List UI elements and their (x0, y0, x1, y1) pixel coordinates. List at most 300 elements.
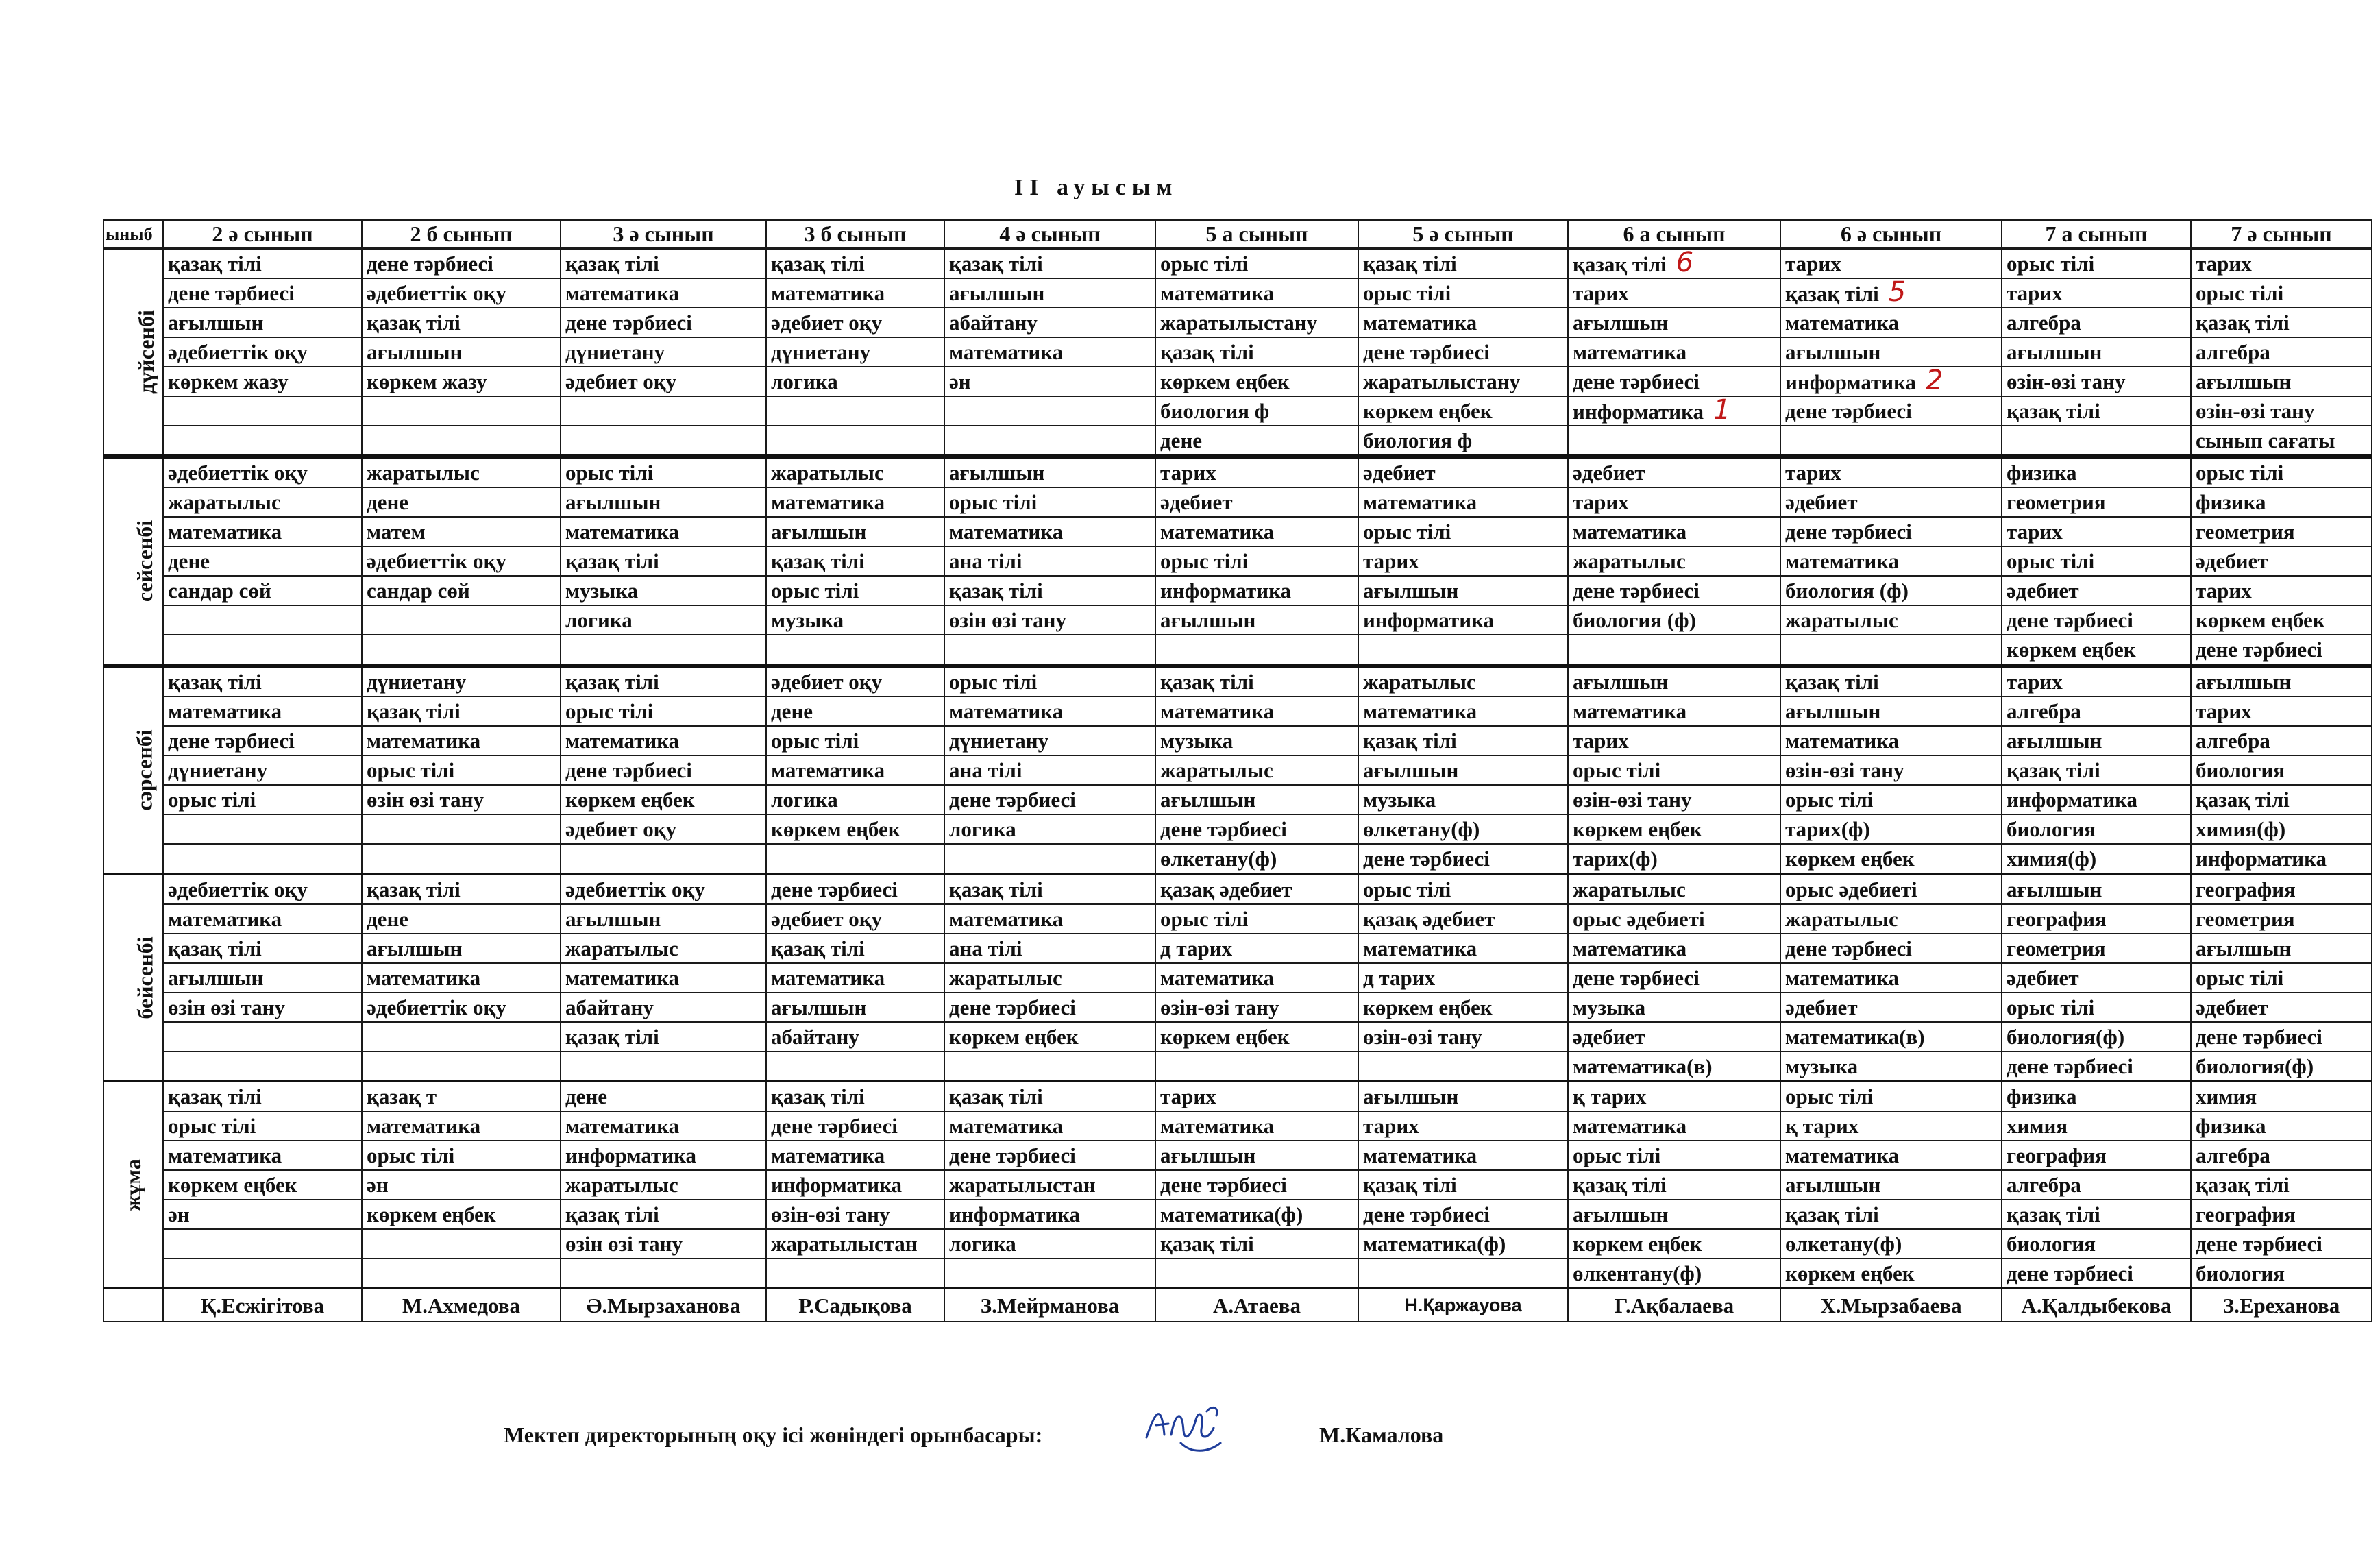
subject-text: қазақ тілі (565, 252, 659, 276)
lesson-cell (1780, 605, 2002, 635)
subject-text: тарих (2007, 520, 2063, 544)
lesson-cell (163, 1022, 362, 1052)
subject-text: орыс тілі (1160, 549, 1249, 573)
subject-text: биология(ф) (2196, 1054, 2314, 1078)
lesson-cell (766, 1170, 944, 1200)
teacher-name: М.Ахмедова (362, 1289, 561, 1322)
lesson-cell (1780, 993, 2002, 1022)
lesson-row (103, 1141, 2372, 1170)
lesson-cell (1568, 934, 1780, 963)
lesson-cell (944, 308, 1155, 337)
subject-text: математика (771, 966, 885, 990)
subject-text: тарих (1785, 461, 1841, 485)
lesson-cell (1155, 844, 1358, 874)
subject-text: қ тарих (1785, 1114, 1859, 1138)
lesson-cell (1358, 396, 1568, 426)
subject-text: тарих (1160, 1084, 1216, 1108)
subject-text: ағылшын (1363, 1084, 1459, 1108)
subject-text: қазақ тілі (168, 670, 262, 694)
lesson-cell (2191, 517, 2372, 546)
lesson-row (103, 249, 2372, 279)
subject-text: математика (1785, 1143, 1900, 1167)
lesson-row (103, 993, 2372, 1022)
lesson-cell (1358, 696, 1568, 726)
subject-text: ағылшын (367, 936, 463, 960)
subject-text: ағылшын (168, 966, 264, 990)
subject-text: ағылшын (2007, 877, 2102, 901)
lesson-cell (1155, 426, 1358, 457)
subject-text: қазақ тілі (565, 1202, 659, 1226)
lesson-cell (2191, 576, 2372, 605)
lesson-cell (2191, 1229, 2372, 1259)
lesson-cell (561, 517, 766, 546)
lesson-cell (561, 635, 766, 666)
subject-text: өлкетану(ф) (1785, 1232, 1902, 1256)
subject-text: орыс тілі (1160, 252, 1249, 276)
lesson-cell (944, 993, 1155, 1022)
subject-text: қазақ тілі (1573, 252, 1667, 276)
subject-text: ағылшын (168, 311, 264, 335)
subject-text: математика (1785, 311, 1900, 335)
subject-text: математика (168, 699, 282, 723)
subject-text: химия(ф) (2196, 817, 2286, 841)
lesson-cell (1155, 605, 1358, 635)
lesson-row (103, 1052, 2372, 1082)
subject-text: математика (949, 699, 1064, 723)
subject-text: орыс тілі (1573, 758, 1661, 782)
subject-text: математика (1363, 490, 1477, 514)
lesson-cell (766, 696, 944, 726)
subject-text: дене тәрбиесі (1785, 520, 1912, 544)
day-label (103, 1082, 163, 1289)
subject-text: қазақ әдебиет (1160, 877, 1292, 901)
subject-text: дүниетану (168, 758, 268, 782)
subject-text: өзін өзі тану (367, 788, 484, 812)
lesson-cell (362, 367, 561, 396)
subject-text: әдебиеттік оқу (168, 877, 308, 901)
lesson-cell (362, 1259, 561, 1289)
lesson-cell (1358, 457, 1568, 487)
lesson-cell (944, 844, 1155, 874)
class-header-row (103, 220, 2372, 249)
lesson-cell (1780, 278, 2002, 308)
subject-text: логика (771, 788, 838, 812)
subject-text: дене тәрбиесі (565, 311, 692, 335)
subject-text: ән (367, 1173, 389, 1197)
lesson-row (103, 426, 2372, 457)
lesson-row (103, 1229, 2372, 1259)
lesson-cell (2002, 487, 2191, 517)
teacher-name: З.Ереханова (2191, 1289, 2372, 1322)
subject-text: орыс тілі (1785, 1084, 1874, 1108)
subject-text: ағылшын (1785, 1173, 1881, 1197)
lesson-cell (944, 904, 1155, 934)
teacher-name: Қ.Есжігітова (163, 1289, 362, 1322)
lesson-cell (362, 517, 561, 546)
subject-text: матем (367, 520, 426, 544)
lesson-cell (766, 546, 944, 576)
lesson-row (103, 576, 2372, 605)
subject-text: алгебра (2196, 729, 2270, 753)
lesson-cell (766, 576, 944, 605)
lesson-cell (1358, 1082, 1568, 1112)
lesson-cell (1780, 635, 2002, 666)
lesson-cell (766, 1200, 944, 1229)
day-name: сейсенбі (132, 520, 158, 603)
lesson-cell (2002, 844, 2191, 874)
subject-text: абайтану (771, 1025, 859, 1049)
subject-text: жаратылыс (168, 490, 281, 514)
lesson-cell (1358, 1052, 1568, 1082)
class-header: 3 б сынып (766, 220, 944, 249)
subject-text: геометрия (2196, 520, 2295, 544)
lesson-cell (362, 1082, 561, 1112)
subject-text: тарих (2196, 252, 2252, 276)
subject-text: қазақ тілі (2007, 399, 2100, 423)
subject-text: әдебиет оқу (565, 369, 677, 393)
subject-text: қазақ тілі (367, 877, 461, 901)
lesson-cell (163, 278, 362, 308)
lesson-cell (944, 396, 1155, 426)
subject-text: дене тәрбиесі (2007, 608, 2133, 632)
lesson-cell (2002, 934, 2191, 963)
subject-text: алгебра (2007, 1173, 2081, 1197)
lesson-cell (362, 934, 561, 963)
lesson-cell (561, 726, 766, 755)
subject-text: жаратылыстану (1363, 369, 1521, 393)
lesson-row (103, 337, 2372, 367)
lesson-cell (2002, 367, 2191, 396)
subject-text: көркем еңбек (1363, 399, 1493, 423)
lesson-cell (1358, 517, 1568, 546)
subject-text: дене тәрбиесі (2196, 1232, 2322, 1256)
lesson-cell (1155, 666, 1358, 696)
lesson-cell (1780, 1229, 2002, 1259)
subject-text: сынып сағаты (2196, 428, 2335, 452)
lesson-cell (561, 576, 766, 605)
handwritten-mark: 6 (1676, 248, 1694, 278)
subject-text: математика(ф) (1363, 1232, 1506, 1256)
subject-text: математика (949, 520, 1064, 544)
lesson-cell (362, 1022, 561, 1052)
lesson-cell (1780, 666, 2002, 696)
lesson-cell (1780, 487, 2002, 517)
subject-text: математика (565, 520, 680, 544)
corner-cell: ыныб (103, 220, 163, 249)
subject-text: әдебиет (2007, 579, 2079, 603)
lesson-cell (1358, 666, 1568, 696)
lesson-cell (2002, 635, 2191, 666)
lesson-row (103, 844, 2372, 874)
teacher-name: Х.Мырзабаева (1780, 1289, 2002, 1322)
lesson-row (103, 1082, 2372, 1112)
subject-text: математика(в) (1785, 1025, 1925, 1049)
lesson-cell (766, 874, 944, 904)
lesson-cell (1358, 1259, 1568, 1289)
subject-text: дене тәрбиесі (771, 1114, 898, 1138)
lesson-cell (944, 605, 1155, 635)
lesson-cell (362, 755, 561, 785)
lesson-cell (1780, 396, 2002, 426)
lesson-cell (944, 1259, 1155, 1289)
lesson-cell (1358, 785, 1568, 814)
lesson-cell (2002, 1200, 2191, 1229)
lesson-cell (163, 487, 362, 517)
lesson-cell (944, 696, 1155, 726)
lesson-cell (1780, 457, 2002, 487)
subject-text: қазақ т (367, 1084, 437, 1108)
day-label (103, 874, 163, 1082)
subject-text: қазақ тілі (168, 936, 262, 960)
subject-text: дене (168, 549, 210, 573)
subject-text: информатика (1363, 608, 1495, 632)
lesson-cell (766, 517, 944, 546)
lesson-cell (362, 963, 561, 993)
subject-text: тарих (1573, 281, 1629, 305)
lesson-cell (1780, 576, 2002, 605)
subject-text: биология (2196, 758, 2285, 782)
subject-text: қазақ тілі (2007, 758, 2100, 782)
subject-text: информатика (1573, 400, 1704, 424)
subject-text: дене (771, 699, 813, 723)
lesson-cell (362, 874, 561, 904)
lesson-cell (944, 487, 1155, 517)
teacher-row (103, 1289, 2372, 1322)
lesson-cell (1155, 963, 1358, 993)
subject-text: қазақ тілі (949, 579, 1043, 603)
subject-text: ағылшын (1363, 758, 1459, 782)
lesson-cell (944, 934, 1155, 963)
lesson-cell (944, 426, 1155, 457)
subject-text: дүниетану (949, 729, 1049, 753)
lesson-cell (1568, 963, 1780, 993)
lesson-cell (362, 1200, 561, 1229)
lesson-cell (163, 605, 362, 635)
subject-text: қазақ тілі (1363, 729, 1457, 753)
day-name: дүйсенбі (133, 310, 158, 394)
lesson-cell (1358, 308, 1568, 337)
subject-text: қазақ тілі (565, 1025, 659, 1049)
lesson-cell (1780, 1111, 2002, 1141)
lesson-cell (163, 1170, 362, 1200)
lesson-cell (2191, 337, 2372, 367)
subject-text: жаратылыс (1573, 549, 1686, 573)
lesson-cell (944, 755, 1155, 785)
lesson-cell (2191, 666, 2372, 696)
lesson-cell (2191, 755, 2372, 785)
subject-text: көркем еңбек (1573, 817, 1702, 841)
subject-text: қазақ тілі (565, 670, 659, 694)
lesson-cell (163, 337, 362, 367)
subject-text: өлкетану(ф) (1160, 847, 1277, 871)
subject-text: алгебра (2007, 699, 2081, 723)
subject-text: қазақ тілі (2196, 1173, 2290, 1197)
lesson-cell (1155, 249, 1358, 279)
lesson-cell (2002, 1111, 2191, 1141)
lesson-cell (1568, 1141, 1780, 1170)
subject-text: биология (2007, 817, 2096, 841)
lesson-cell (2002, 1259, 2191, 1289)
lesson-cell (2191, 1170, 2372, 1200)
lesson-cell (1358, 337, 1568, 367)
teacher-row-blank (103, 1289, 163, 1322)
subject-text: көркем еңбек (1785, 847, 1915, 871)
lesson-cell (561, 337, 766, 367)
subject-text: информатика (2007, 788, 2138, 812)
lesson-cell (1155, 1200, 1358, 1229)
lesson-cell (2191, 426, 2372, 457)
lesson-cell (561, 934, 766, 963)
subject-text: математика (1160, 1114, 1275, 1138)
lesson-cell (2002, 396, 2191, 426)
subject-text: жаратылыс (949, 966, 1062, 990)
footer-label: Мектеп директорының оқу ісі жөніндегі орынбасары: (504, 1422, 1043, 1447)
subject-text: д тарих (1160, 936, 1233, 960)
subject-text: дене тәрбиесі (1363, 847, 1490, 871)
subject-text: химия (2007, 1114, 2068, 1138)
subject-text: әдебиет (2196, 995, 2268, 1019)
lesson-cell (766, 726, 944, 755)
handwritten-mark: 1 (1713, 396, 1731, 426)
subject-text: дене тәрбиесі (1160, 817, 1287, 841)
lesson-cell (766, 963, 944, 993)
lesson-cell (561, 666, 766, 696)
subject-text: орыс тілі (949, 490, 1038, 514)
subject-text: физика (2196, 1114, 2266, 1138)
subject-text: тарих (1363, 1114, 1419, 1138)
subject-text: дене тәрбиесі (367, 252, 493, 276)
subject-text: музыка (1363, 788, 1436, 812)
subject-text: әдебиеттік оқу (367, 549, 506, 573)
lesson-row (103, 278, 2372, 308)
class-header: 6 а сынып (1568, 220, 1780, 249)
lesson-cell (944, 546, 1155, 576)
lesson-cell (2191, 249, 2372, 279)
subject-text: математика (1573, 1114, 1687, 1138)
lesson-cell (1358, 426, 1568, 457)
lesson-cell (1155, 1052, 1358, 1082)
lesson-cell (163, 1229, 362, 1259)
lesson-cell (766, 396, 944, 426)
lesson-cell (1780, 1141, 2002, 1170)
subject-text: дене тәрбиесі (2196, 1025, 2322, 1049)
lesson-cell (163, 1200, 362, 1229)
lesson-cell (1358, 1022, 1568, 1052)
day-name: жұма (121, 1158, 145, 1211)
lesson-cell (766, 785, 944, 814)
lesson-cell (766, 278, 944, 308)
subject-text: жаратылыс (367, 461, 480, 485)
lesson-cell (944, 278, 1155, 308)
class-header: 3 ә сынып (561, 220, 766, 249)
subject-text: д тарих (1363, 966, 1436, 990)
lesson-cell (1155, 696, 1358, 726)
subject-text: қазақ әдебиет (1363, 907, 1495, 931)
day-name: бейсенбі (132, 936, 158, 1019)
teacher-name: Г.Ақбалаева (1568, 1289, 1780, 1322)
lesson-row (103, 1259, 2372, 1289)
subject-text: геометрия (2007, 936, 2106, 960)
teacher-name: Н.Қаржауова (1358, 1289, 1568, 1322)
subject-text: математика (1785, 549, 1900, 573)
lesson-cell (2002, 1022, 2191, 1052)
lesson-cell (561, 546, 766, 576)
lesson-cell (1358, 249, 1568, 279)
subject-text: музыка (565, 579, 639, 603)
lesson-cell (944, 1111, 1155, 1141)
lesson-cell (1568, 1170, 1780, 1200)
subject-text: математика (367, 966, 481, 990)
subject-text: математика (1573, 340, 1687, 364)
subject-text: алгебра (2007, 311, 2081, 335)
lesson-cell (362, 666, 561, 696)
lesson-cell (561, 1170, 766, 1200)
lesson-cell (1780, 249, 2002, 279)
subject-text: математика (1160, 966, 1275, 990)
lesson-cell (362, 635, 561, 666)
lesson-row (103, 396, 2372, 426)
lesson-cell (766, 457, 944, 487)
lesson-cell (1358, 726, 1568, 755)
lesson-cell (362, 457, 561, 487)
lesson-cell (1568, 635, 1780, 666)
lesson-cell (2002, 993, 2191, 1022)
subject-text: математика (771, 281, 885, 305)
lesson-cell (561, 1052, 766, 1082)
lesson-row (103, 605, 2372, 635)
lesson-cell (1568, 785, 1780, 814)
subject-text: көркем еңбек (1160, 369, 1290, 393)
lesson-cell (1358, 844, 1568, 874)
lesson-cell (163, 576, 362, 605)
lesson-cell (1568, 1052, 1780, 1082)
subject-text: әдебиеттік оқу (168, 340, 308, 364)
lesson-cell (1780, 517, 2002, 546)
lesson-cell (1155, 904, 1358, 934)
subject-text: орыс тілі (949, 670, 1038, 694)
schedule-body (103, 249, 2372, 1322)
lesson-cell (1358, 1229, 1568, 1259)
subject-text: орыс тілі (565, 699, 654, 723)
lesson-cell (1155, 1111, 1358, 1141)
lesson-cell (1780, 696, 2002, 726)
subject-text: математика (1573, 936, 1687, 960)
lesson-cell (2002, 874, 2191, 904)
subject-text: жаратылыстан (949, 1173, 1096, 1197)
lesson-cell (1568, 1022, 1780, 1052)
subject-text: информатика (1160, 579, 1292, 603)
lesson-cell (362, 696, 561, 726)
subject-text: ағылшын (1573, 670, 1669, 694)
lesson-cell (561, 396, 766, 426)
lesson-cell (561, 457, 766, 487)
lesson-cell (2002, 337, 2191, 367)
subject-text: көркем еңбек (1160, 1025, 1290, 1049)
lesson-cell (944, 517, 1155, 546)
subject-text: қазақ тілі (1785, 1202, 1879, 1226)
lesson-cell (766, 1229, 944, 1259)
subject-text: биология (ф) (1573, 608, 1696, 632)
subject-text: биология (2007, 1232, 2096, 1256)
subject-text: дене (367, 907, 409, 931)
subject-text: тарих (2007, 670, 2063, 694)
lesson-cell (2191, 1022, 2372, 1052)
subject-text: қазақ тілі (1363, 252, 1457, 276)
subject-text: қазақ тілі (168, 252, 262, 276)
lesson-cell (2191, 635, 2372, 666)
subject-text: қазақ тілі (771, 1084, 865, 1108)
lesson-row (103, 874, 2372, 904)
